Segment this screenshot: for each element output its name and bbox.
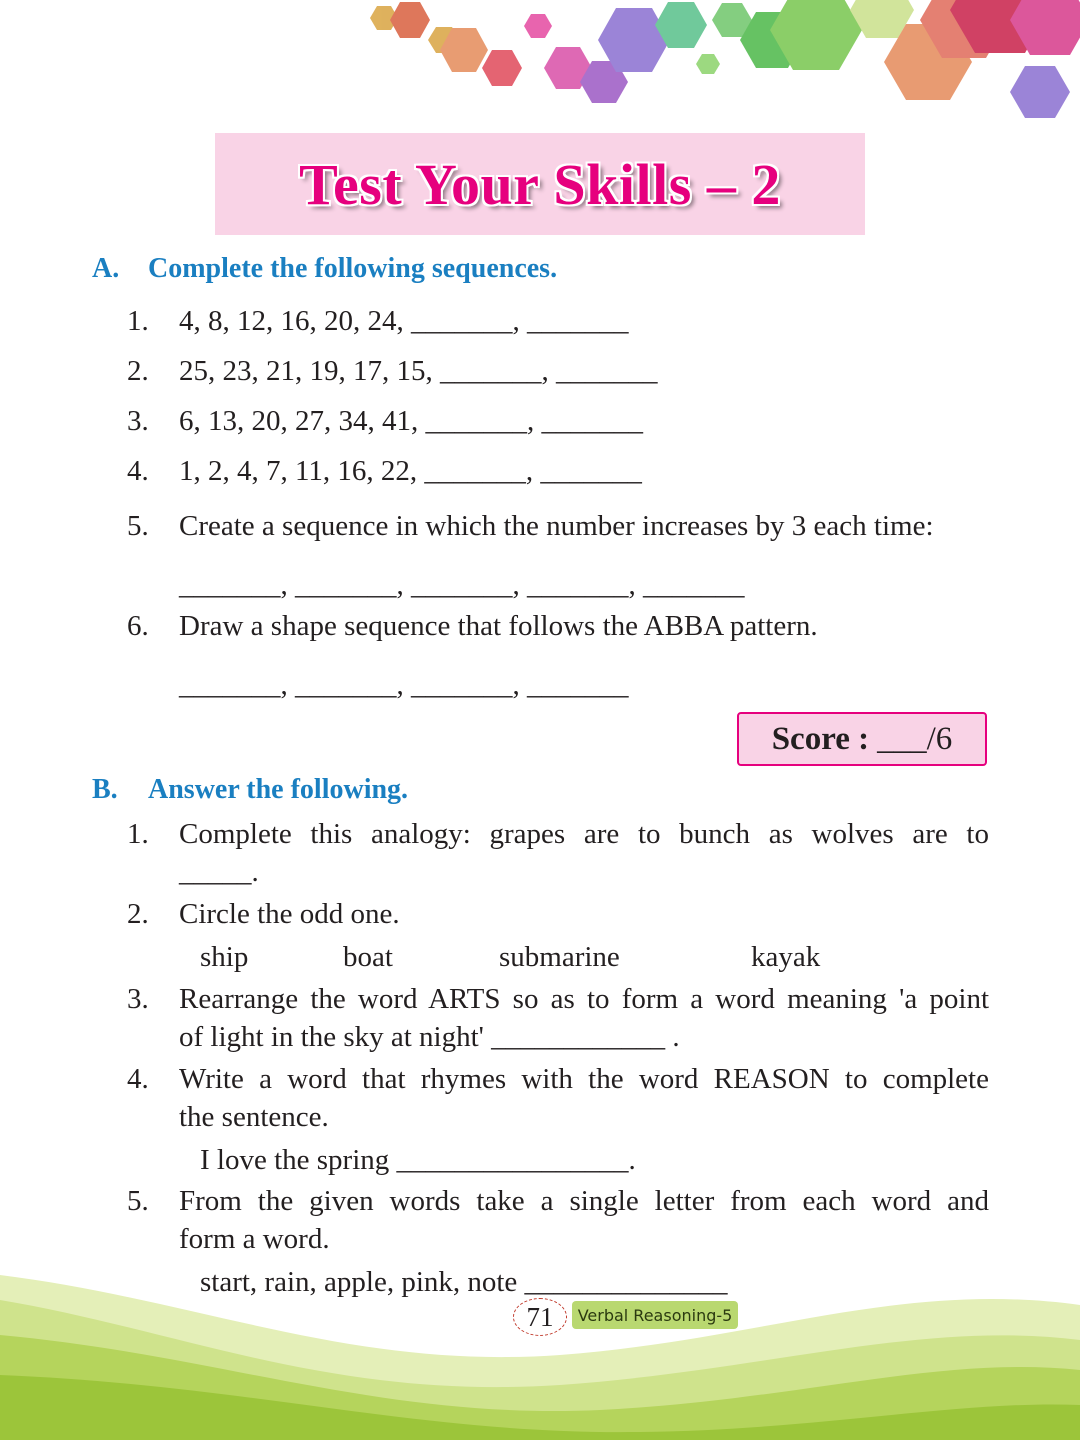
question-text: Create a sequence in which the number increases by 3 each time: — [179, 510, 934, 542]
section-a-title: Complete the following sequences. — [148, 253, 558, 284]
section-b-heading — [92, 774, 408, 806]
question-number: 6. — [127, 610, 149, 642]
question-number: 5. — [127, 1185, 149, 1217]
question-a4 — [127, 452, 1007, 492]
word-option-ship[interactable]: ship — [200, 941, 249, 973]
question-b2 — [127, 895, 989, 935]
page-title: Test Your Skills – 2 — [299, 151, 781, 217]
word-option-boat[interactable]: boat — [343, 941, 393, 973]
wave-decoration — [0, 1260, 1080, 1440]
book-title-badge: Verbal Reasoning-5 — [572, 1301, 738, 1329]
question-b3 — [127, 980, 989, 1060]
question-a1 — [127, 302, 1007, 342]
question-text: 1, 2, 4, 7, 11, 16, 22, _______, _______ — [179, 455, 642, 487]
word-option-submarine[interactable]: submarine — [499, 941, 620, 973]
question-text: Draw a shape sequence that follows the ABBA pattern. — [179, 610, 818, 642]
question-number: 4. — [127, 1063, 149, 1095]
question-a5 — [127, 507, 1007, 547]
hexagon-decoration — [0, 0, 1080, 130]
page-number: 71 — [513, 1298, 567, 1336]
question-number: 1. — [127, 305, 149, 337]
section-a-heading — [92, 253, 557, 285]
question-number: 5. — [127, 510, 149, 542]
section-a-letter: A. — [92, 253, 120, 284]
answer-blanks-a6[interactable]: _______, _______, _______, _______ — [179, 669, 629, 701]
question-text: Complete this analogy: grapes are to bunch as wolves are to — [179, 818, 989, 850]
question-text-continued: the sentence. — [179, 1101, 329, 1133]
question-number: 4. — [127, 455, 149, 487]
title-banner — [215, 133, 865, 235]
question-number: 2. — [127, 898, 149, 930]
question-text: Write a word that rhymes with the word REASON to complete — [179, 1063, 989, 1095]
question-number: 2. — [127, 355, 149, 387]
answer-sentence[interactable]: I love the spring ________________. — [200, 1144, 636, 1176]
score-value: ___/6 — [877, 720, 953, 757]
question-number: 1. — [127, 818, 149, 850]
question-text: Circle the odd one. — [179, 898, 400, 930]
answer-blanks-a5[interactable]: _______, _______, _______, _______, _______ — [179, 569, 745, 601]
question-a2 — [127, 352, 1007, 392]
question-number: 3. — [127, 405, 149, 437]
question-text: 6, 13, 20, 27, 34, 41, _______, _______ — [179, 405, 643, 437]
question-number: 3. — [127, 983, 149, 1015]
score-box — [737, 712, 987, 766]
answer-sentence[interactable]: start, rain, apple, pink, note ______________ — [200, 1266, 728, 1298]
question-a3 — [127, 402, 1007, 442]
question-text: 4, 8, 12, 16, 20, 24, _______, _______ — [179, 305, 629, 337]
answer-blank[interactable]: _____. — [179, 856, 259, 888]
score-label: Score : — [771, 720, 870, 757]
question-text-continued: of light in the sky at night' ____________ . — [179, 1021, 680, 1053]
question-a6 — [127, 607, 1007, 647]
question-b1 — [127, 815, 989, 895]
word-option-kayak[interactable]: kayak — [751, 941, 821, 973]
section-b-title: Answer the following. — [148, 774, 409, 805]
question-text: 25, 23, 21, 19, 17, 15, _______, _______ — [179, 355, 658, 387]
question-text: From the given words take a single letter from each word and — [179, 1185, 989, 1217]
question-b4 — [127, 1060, 989, 1185]
question-text: Rearrange the word ARTS so as to form a word meaning 'a point — [179, 983, 989, 1015]
section-b-letter: B. — [92, 774, 118, 805]
question-text-continued: form a word. — [179, 1223, 330, 1255]
